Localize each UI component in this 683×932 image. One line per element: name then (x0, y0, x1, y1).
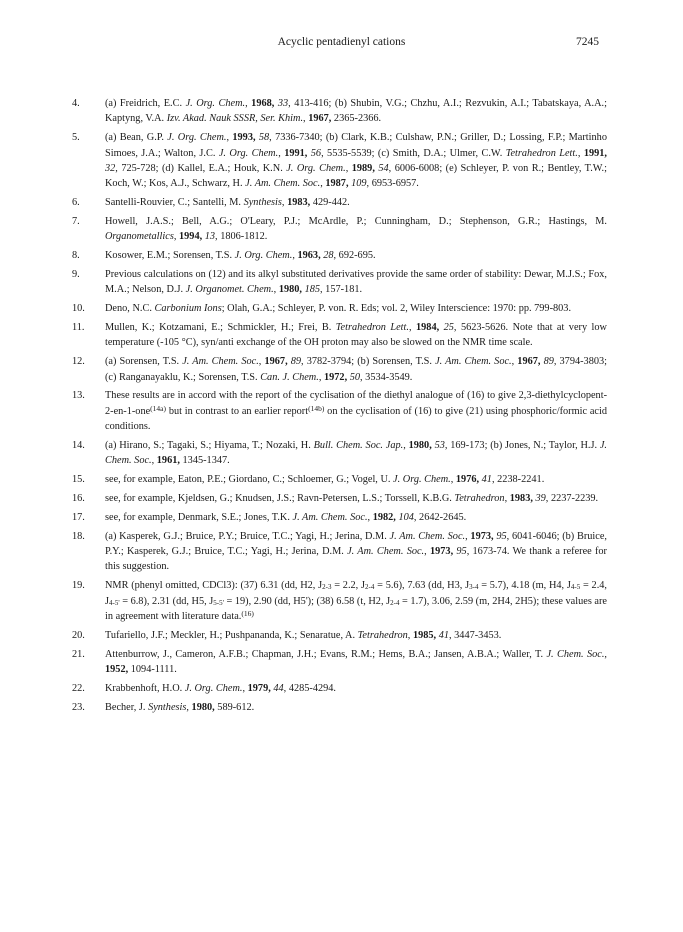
reference-item (0, 214, 607, 245)
reference-text: (a) Bean, G.P. J. Org. Chem., 1993, 58, 7336-7340; (b) Clark, K.B.; Culshaw, P.N.; Griller, D.; Lossing, F.P.; Martinho Simoes, J.A.; Walton, J.C. J. Org. Chem., 1991, 56, 5535-5539; (c) Smith, D.A.; Ulmer, C.W. Tetrahedron Lett., 1991, 32, 725-728; (d) Kallel, E.A.; Houk, K.N. J. Org. Chem., 1989, 54, 6006-6008; (e) Schleyer, P. von R.; Bentley, T.W.; Koch, W.; Kos, A.J., Schwarz, H. J. Am. Chem. Soc., 1987, 109, 6953-6957. (105, 132, 607, 190)
reference-item (0, 354, 607, 385)
reference-number: 8. (72, 250, 80, 262)
reference-text: Santelli-Rouvier, C.; Santelli, M. Synthesis, 1983, 429-442. (105, 197, 350, 209)
reference-item (0, 388, 607, 434)
reference-item (0, 96, 607, 127)
reference-number: 5. (72, 132, 80, 144)
reference-item (0, 195, 607, 210)
reference-text: Becher, J. Synthesis, 1980, 589-612. (105, 701, 255, 713)
reference-number: 4. (72, 98, 80, 109)
reference-text: see, for example, Eaton, P.E.; Giordano, C.; Schloemer, G.; Vogel, U. J. Org. Chem., 1976, 41, 2238-2241. (105, 474, 545, 486)
reference-number: 12. (72, 356, 85, 368)
reference-text: see, for example, Kjeldsen, G.; Knudsen, J.S.; Ravn-Petersen, L.S.; Torssell, K.B.G. Tetrahedron, 1983, 39, 2237-2239. (105, 493, 599, 505)
reference-number: 20. (72, 629, 85, 641)
reference-number: 15. (72, 474, 85, 486)
reference-item (0, 491, 607, 506)
reference-text: Mullen, K.; Kotzamani, E.; Schmickler, H.; Frei, B. Tetrahedron Lett., 1984, 25, 5623-5626. Note that at very low temperature (-105 °C), syn/anti exchange of the OH proton may also be slowed on the NMR time scale. (105, 322, 607, 349)
reference-item (0, 628, 607, 643)
reference-text: Howell, J.A.S.; Bell, A.G.; O'Leary, P.J.; McArdle, P.; Cunningham, D.; Stephenson, G.R.; Hastings, M. Organometallics, 1994, 13, 1806-1812. (105, 216, 607, 243)
reference-item (0, 472, 607, 487)
reference-number: 23. (72, 701, 85, 713)
reference-text: (a) Sorensen, T.S. J. Am. Chem. Soc., 1967, 89, 3782-3794; (b) Sorensen, T.S. J. Am. Chem. Soc., 1967, 89, 3794-3803; (c) Ranganayaklu, K.; Sorensen, T.S. Can. J. Chem., 1972, 50, 3534-3549. (105, 356, 607, 383)
running-title: Acyclic pentadienyl cations (277, 36, 406, 48)
reference-text: Kosower, E.M.; Sorensen, T.S. J. Org. Chem., 1963, 28, 692-695. (105, 250, 376, 262)
reference-text: (a) Freidrich, E.C. J. Org. Chem., 1968, 33, 413-416; (b) Shubin, V.G.; Chzhu, A.I.; Rezvukin, A.I.; Tabatskaya, A.A.; Kaptyng, V.A. Izv. Akad. Nauk SSSR, Ser. Khim., 1967, 2365-2366. (105, 98, 607, 125)
reference-item (0, 681, 607, 696)
reference-text: Krabbenhoft, H.O. J. Org. Chem., 1979, 44, 4285-4294. (105, 682, 337, 694)
reference-item (0, 130, 607, 192)
reference-text: NMR (phenyl omitted, CDCl3): (37) 6.31 (dd, H2, $J_{2-3} = 2.2$, $J_{2-4} = 5.6$), 7.63 (dd, H3, $J_{3-4} = 5.7$), 4.18 (m, H4, $J_{4-5} = 2.4$, $J_{4-5'} = 6.8$), 2.31 (dd, H5, $J_{5-5'} = 19$), 2.90 (dd, H5'); (38) 6.58 (t, H2, $J_{2-4} = 1.7$), 3.06, 2.59 (m, 2H4, 2H5); these values are in agreement with literature data.$^{(16)}$ (105, 580, 608, 623)
reference-number: 14. (72, 440, 85, 452)
reference-number: 21. (72, 648, 85, 660)
reference-text: Attenburrow, J., Cameron, A.F.B.; Chapman, J.H.; Evans, R.M.; Hems, B.A.; Jansen, A.B.A.; Waller, T. J. Chem. Soc., 1952, 1094-1111. (105, 648, 607, 676)
reference-number: 9. (72, 269, 80, 281)
reference-text: These results are in accord with the report of the cyclisation of the diethyl analogue of (16) to give 2,3-diethylcyclopent-2-en-1-one$^{(14a)}$ but in contrast to an earlier report$^{(14b)}$ on the cyclisation of (16) to give (21) using phosphoric/formic acid conditions. (105, 390, 608, 433)
reference-item (0, 301, 607, 316)
reference-number: 22. (72, 682, 85, 694)
running-head (0, 36, 683, 52)
reference-number: 10. (72, 303, 85, 315)
reference-item (0, 438, 607, 469)
reference-text: (a) Kasperek, G.J.; Bruice, P.Y.; Bruice, T.C.; Yagi, H.; Jerina, D.M. J. Am. Chem. Soc., 1973, 95, 6041-6046; (b) Bruice, P.Y.; Kasperek, G.J.; Bruice, T.C.; Yagi, H.; Jerina, D.M. J. Am. Chem. Soc., 1973, 95, 1673-74. We thank a referee for this suggestion. (105, 530, 607, 573)
reference-text: Tufariello, J.F.; Meckler, H.; Pushpananda, K.; Senaratue, A. Tetrahedron, 1985, 41, 3447-3453. (105, 629, 502, 641)
reference-number: 17. (72, 511, 85, 523)
reference-item (0, 700, 607, 715)
reference-text: Deno, N.C. Carbonium Ions; Olah, G.A.; Schleyer, P. von. R. Eds; vol. 2, Wiley Interscience: 1970: pp. 799-803. (105, 303, 572, 315)
reference-item (0, 647, 607, 678)
reference-item (0, 510, 607, 525)
reference-list (0, 96, 683, 718)
reference-item (0, 320, 607, 351)
page-number: 7245 (576, 36, 599, 48)
reference-number: 13. (72, 390, 85, 402)
reference-number: 19. (72, 580, 85, 592)
reference-item (0, 248, 607, 263)
reference-text: (a) Hirano, S.; Tagaki, S.; Hiyama, T.; Nozaki, H. Bull. Chem. Soc. Jap., 1980, 53, 169-173; (b) Jones, N.; Taylor, H.J. J. Chem. Soc., 1961, 1345-1347. (105, 440, 608, 467)
reference-number: 11. (72, 322, 85, 334)
reference-item (0, 267, 607, 298)
reference-number: 6. (72, 197, 80, 209)
reference-number: 18. (72, 530, 85, 542)
reference-item (0, 529, 607, 575)
reference-text: see, for example, Denmark, S.E.; Jones, T.K. J. Am. Chem. Soc., 1982, 104, 2642-2645. (105, 511, 467, 523)
reference-number: 16. (72, 493, 85, 505)
reference-item (0, 578, 607, 624)
reference-number: 7. (72, 216, 80, 228)
reference-text: Previous calculations on (12) and its alkyl substituted derivatives provide the same order of stability: Dewar, M.J.S.; Fox, M.A.; Nelson, D.J. J. Organomet. Chem., 1980, 185, 157-181. (105, 269, 607, 296)
